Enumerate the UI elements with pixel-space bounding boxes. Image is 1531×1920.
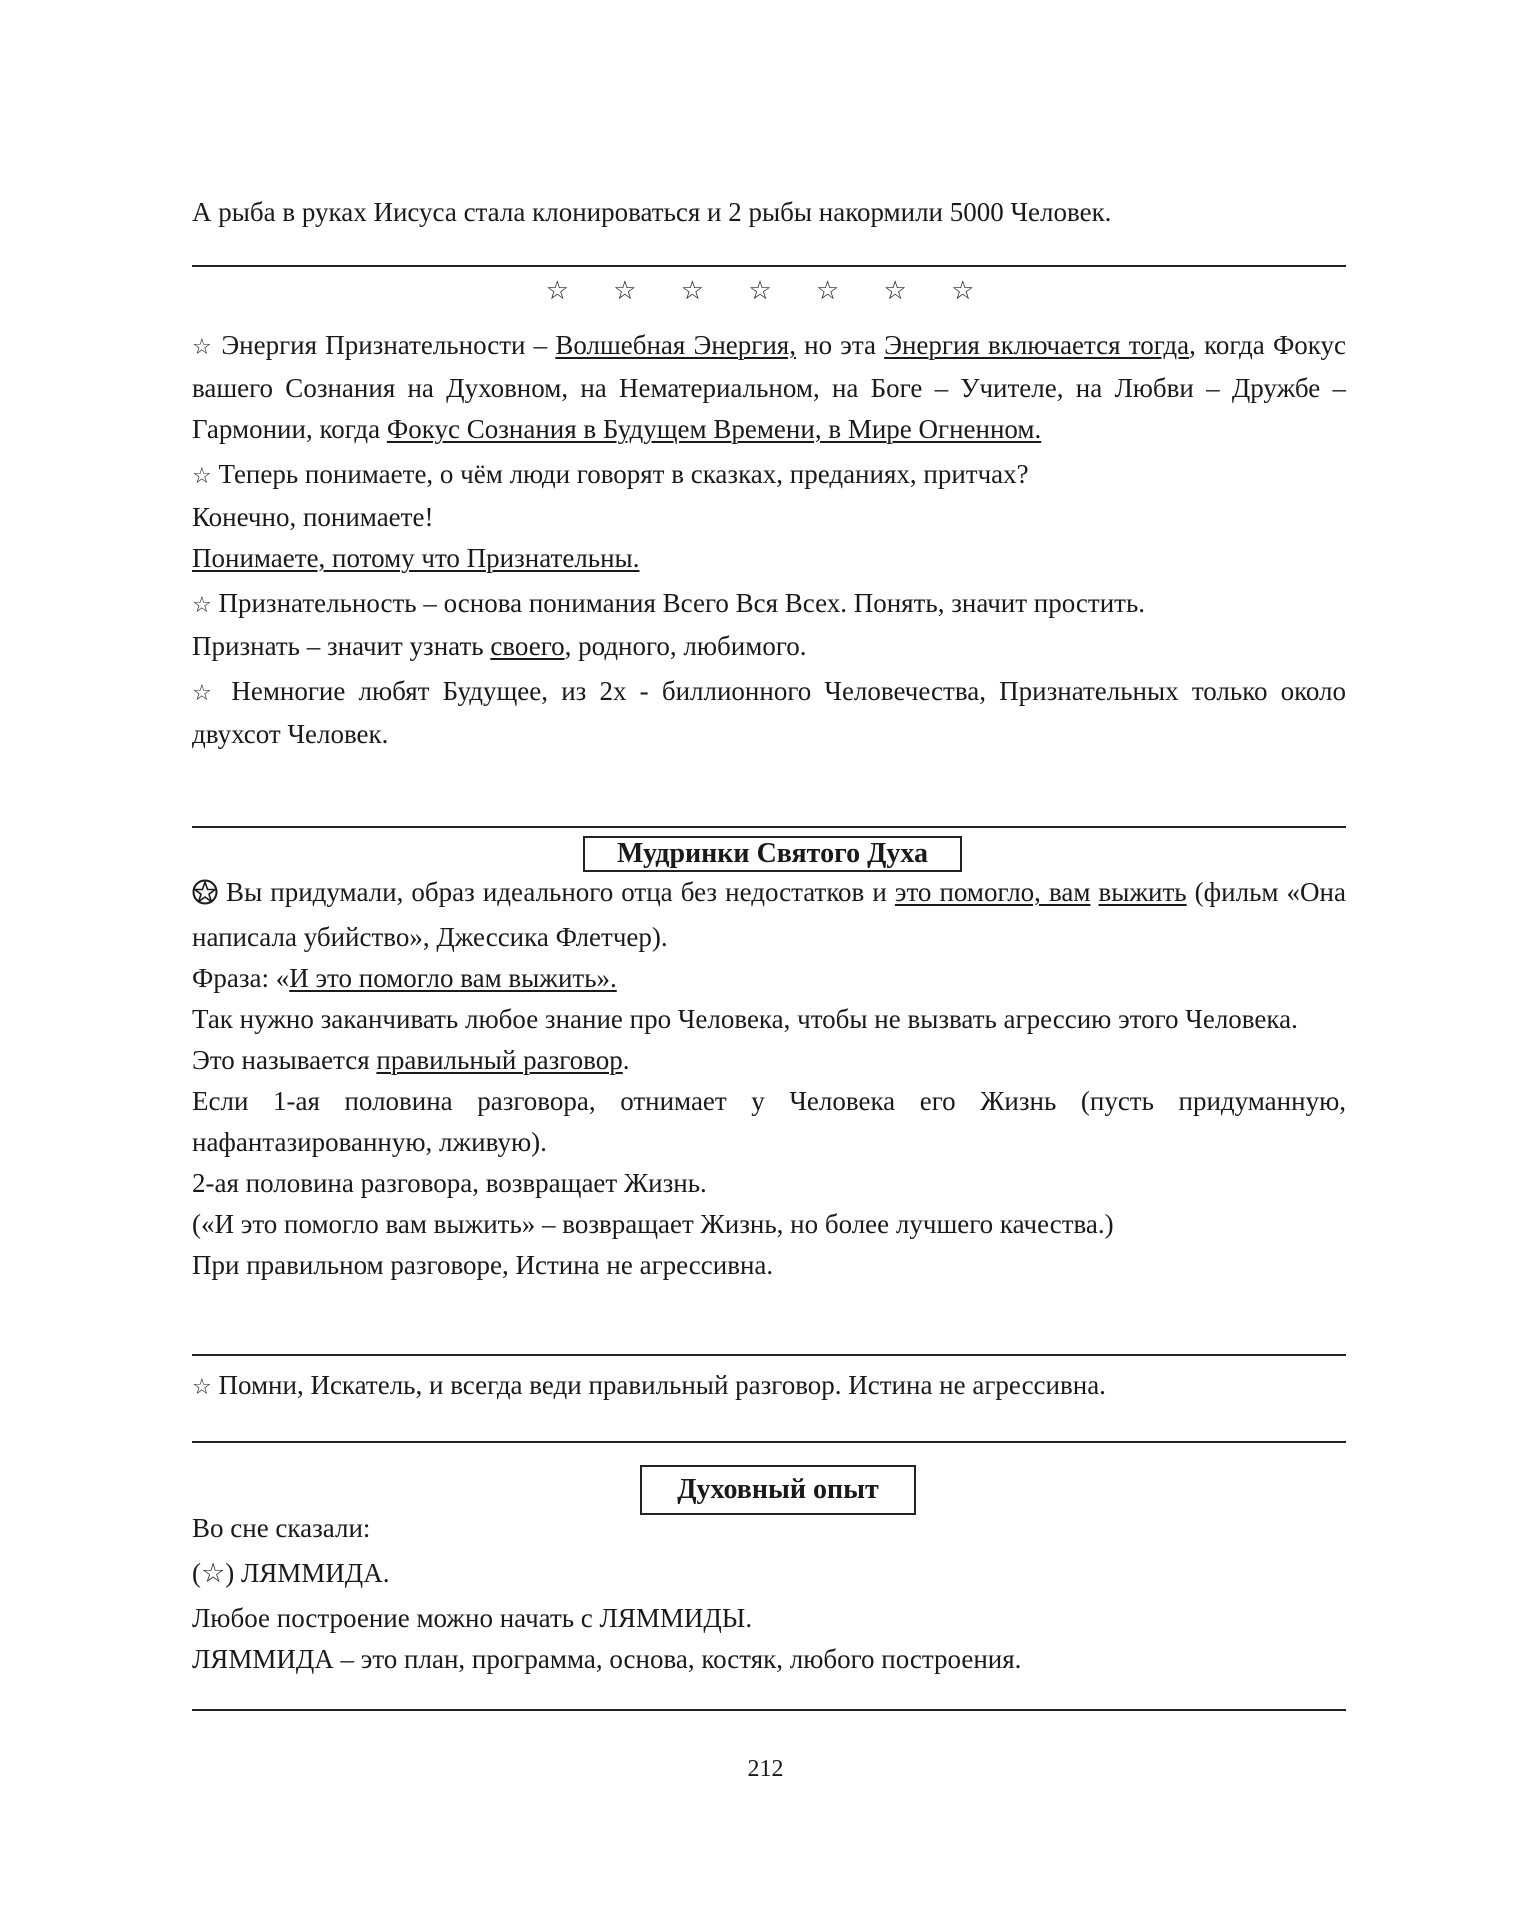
text-line: А рыба в руках Иисуса стала клонироваться и 2 рыбы накормили 5000 Человек. [192,197,1112,227]
star-icon: ☆ [192,335,214,360]
paragraph: Так нужно заканчивать любое знание про Человека, чтобы не вызвать агрессию этого Человека. [192,1004,1298,1034]
section-gratitude [192,325,1346,755]
paragraph: Вы придумали, образ идеального отца без недостатков и это помогло, вам выжить (фильм «Она написала убийство», Джессика Флетчер). [192,877,1346,952]
paragraph: Понимаете, потому что Признательны. [192,543,640,573]
stars-divider: ☆ ☆ ☆ ☆ ☆ ☆ ☆ [545,276,993,306]
star-icon: ☆ [192,1375,212,1400]
section-title-box: Духовный опыт [640,1465,916,1515]
paragraph: ☆ Энергия Признательности – Волшебная Энергия, но эта Энергия включается тогда, когда Фокус вашего Сознания на Духовном, на Нематериальном, на Боге – Учителе, на Любви – Дружбе – Гармонии, когда Фокус Сознания в Будущем Времени, в Мире Огненном. [192,330,1347,444]
paragraph: ☆ Признательность – основа понимания Всего Вся Всех. Понять, значит простить. [192,588,1146,618]
divider-line [192,826,1346,828]
paragraph: ЛЯММИДА – это план, программа, основа, костяк, любого построения. [192,1644,1022,1674]
page-number: 212 [747,1756,784,1782]
divider-line [192,1441,1346,1443]
paragraph: Признать – значит узнать своего, родного, любимого. [192,631,807,661]
paragraph: Это называется правильный разговор. [192,1045,630,1075]
section-spiritual-experience [192,1508,1346,1680]
paragraph: При правильном разговоре, Истина не агрессивна. [192,1250,774,1280]
paragraph: Любое построение можно начать с ЛЯММИДЫ. [192,1603,753,1633]
paragraph: ☆ Теперь понимаете, о чём люди говорят в сказках, преданиях, притчах? [192,459,1029,489]
remember-line: ☆ Помни, Искатель, и всегда веди правильный разговор. Истина не агрессивна. [192,1370,1106,1400]
divider-line [192,1354,1346,1356]
paragraph: Конечно, понимаете! [192,502,434,532]
divider-line [192,1709,1346,1711]
paragraph: Если 1-ая половина разговора, отнимает у Человека его Жизнь (пусть придуманную, нафантазированную, лживую). [192,1086,1346,1157]
divider-line [192,265,1346,267]
paragraph: (☆) ЛЯММИДА. [192,1558,390,1588]
paragraph: («И это помогло вам выжить» – возвращает Жизнь, но более лучшего качества.) [192,1209,1114,1239]
star-icon: ☆ [192,681,219,706]
section-wisdom [192,872,1346,1286]
pentagram-icon [192,876,218,917]
paragraph: ☆ Немногие любят Будущее, из 2х - биллионного Человечества, Признательных только около двухсот Человек. [192,676,1346,749]
paragraph: 2-ая половина разговора, возвращает Жизнь. [192,1168,707,1198]
paragraph: Фраза: «И это помогло вам выжить». [192,963,617,993]
star-icon: ☆ [192,464,212,489]
star-icon: ☆ [192,593,212,618]
paragraph: Во сне сказали: [192,1513,371,1543]
section-title-box: Мудринки Святого Духа [583,836,962,872]
